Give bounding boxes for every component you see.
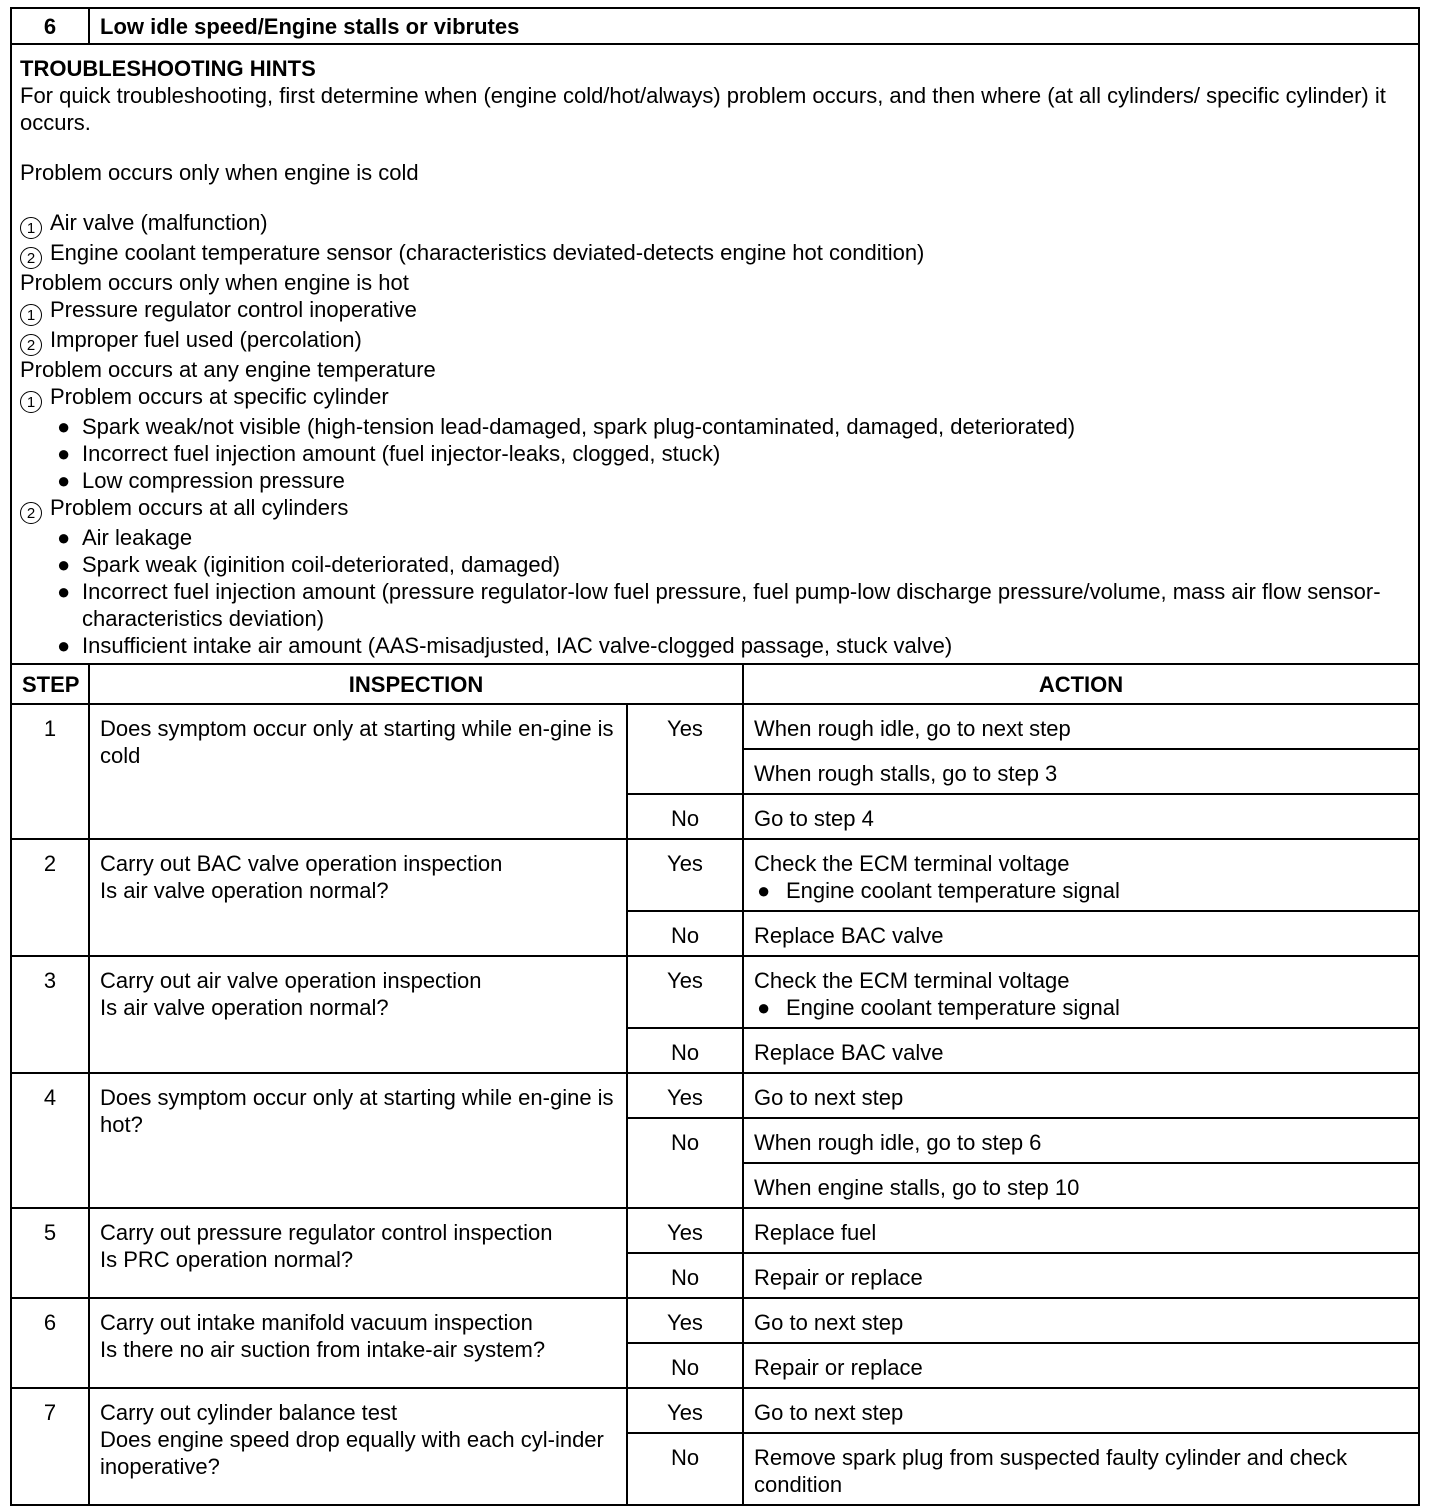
step-inspection: Carry out intake manifold vacuum inspection Is there no air suction from intake-air system? (89, 1298, 627, 1388)
circled-number-icon: 1 (20, 217, 42, 239)
bullet-item: ● Spark weak/not visible (high-tension lead-damaged, spark plug-contaminated, damaged, deteriorated) (57, 414, 1076, 439)
step-action: Remove spark plug from suspected faulty cylinder and check condition (743, 1433, 1419, 1505)
bullet-item: ● Incorrect fuel injection amount (pressure regulator-low fuel pressure, fuel pump-low discharge pressure/volume, mass air flow sensor-characteristics deviation) (57, 579, 1381, 631)
any-heading: Problem occurs at any engine temperature (20, 357, 436, 382)
table-row (11, 1388, 1419, 1433)
symptom-title: Low idle speed/Engine stalls or vibrutes (89, 8, 1419, 44)
step-number: 6 (11, 1298, 89, 1388)
hints-title: TROUBLESHOOTING HINTS (20, 56, 316, 81)
circled-number-icon: 1 (20, 304, 42, 326)
bullet-item: ● Low compression pressure (57, 468, 345, 493)
table-row (11, 1073, 1419, 1118)
step-action: Go to next step (743, 1073, 1419, 1118)
hints-intro: For quick troubleshooting, first determine when (engine cold/hot/always) problem occurs, and then where (at all cylinders/ specific cylinder) it occurs. (20, 83, 1386, 135)
step-action: Replace BAC valve (743, 1028, 1419, 1073)
circled-number-icon: 2 (20, 502, 42, 524)
cold-item-1: 1 Air valve (malfunction) (20, 209, 1410, 239)
answer-yes: Yes (627, 839, 743, 911)
any-item-2: 2 Problem occurs at all cylinders (20, 494, 1410, 524)
bullet-icon: ● (57, 633, 71, 658)
step-inspection: Carry out pressure regulator control inspection Is PRC operation normal? (89, 1208, 627, 1298)
table-row (11, 839, 1419, 911)
answer-yes: Yes (627, 1298, 743, 1343)
table-row (11, 1298, 1419, 1343)
step-action: Repair or replace (743, 1343, 1419, 1388)
step-action: Go to next step (743, 1388, 1419, 1433)
bullet-icon: ● (57, 525, 71, 550)
troubleshooting-hints (11, 44, 1419, 664)
step-number: 1 (11, 704, 89, 839)
step-action: When rough idle, go to next step (743, 704, 1419, 749)
step-action: When rough stalls, go to step 3 (743, 749, 1419, 794)
answer-no: No (627, 1253, 743, 1298)
step-inspection: Carry out air valve operation inspection Is air valve operation normal? (89, 956, 627, 1073)
step-action: Repair or replace (743, 1253, 1419, 1298)
col-header-inspection: INSPECTION (89, 664, 743, 704)
table-header-row (11, 664, 1419, 704)
table-row (11, 1208, 1419, 1253)
answer-no: No (627, 1118, 743, 1208)
troubleshooting-table (10, 7, 1420, 1506)
cold-heading: Problem occurs only when engine is cold (20, 160, 419, 185)
step-action: Replace BAC valve (743, 911, 1419, 956)
bullet-item: ● Spark weak (iginition coil-deteriorated, damaged) (57, 552, 561, 577)
bullet-icon: ● (57, 441, 71, 466)
bullet-icon: ● (757, 995, 771, 1020)
step-inspection: Does symptom occur only at starting while en-gine is cold (89, 704, 627, 839)
hints-row (11, 44, 1419, 664)
bullet-icon: ● (57, 468, 71, 493)
step-action: Replace fuel (743, 1208, 1419, 1253)
hot-heading: Problem occurs only when engine is hot (20, 270, 409, 295)
step-inspection: Does symptom occur only at starting while en-gine is hot? (89, 1073, 627, 1208)
answer-no: No (627, 794, 743, 839)
symptom-number: 6 (11, 8, 89, 44)
circled-number-icon: 2 (20, 247, 42, 269)
answer-no: No (627, 1343, 743, 1388)
circled-number-icon: 2 (20, 334, 42, 356)
bullet-icon: ● (57, 579, 71, 604)
step-number: 3 (11, 956, 89, 1073)
bullet-icon: ● (57, 414, 71, 439)
col-header-step: STEP (11, 664, 89, 704)
step-action: Check the ECM terminal voltage ● Engine coolant temperature signal (743, 956, 1419, 1028)
bullet-icon: ● (757, 878, 771, 903)
any-item-1: 1 Problem occurs at specific cylinder (20, 383, 1410, 413)
step-action: Check the ECM terminal voltage ● Engine coolant temperature signal (743, 839, 1419, 911)
answer-yes: Yes (627, 1388, 743, 1433)
bullet-item: ● Incorrect fuel injection amount (fuel injector-leaks, clogged, stuck) (57, 441, 721, 466)
bullet-item: ● Air leakage (57, 525, 193, 550)
answer-no: No (627, 1433, 743, 1505)
table-row (11, 704, 1419, 749)
symptom-header-row (11, 8, 1419, 44)
bullet-item: ● Insufficient intake air amount (AAS-misadjusted, IAC valve-clogged passage, stuck valve) (57, 633, 953, 658)
troubleshooting-page (10, 7, 1418, 1506)
col-header-action: ACTION (743, 664, 1419, 704)
step-action: When rough idle, go to step 6 (743, 1118, 1419, 1163)
answer-no: No (627, 1028, 743, 1073)
step-number: 7 (11, 1388, 89, 1505)
answer-yes: Yes (627, 1208, 743, 1253)
hot-item-2: 2 Improper fuel used (percolation) (20, 326, 1410, 356)
step-action: When engine stalls, go to step 10 (743, 1163, 1419, 1208)
answer-no: No (627, 911, 743, 956)
step-action: Go to step 4 (743, 794, 1419, 839)
table-row (11, 956, 1419, 1028)
answer-yes: Yes (627, 1073, 743, 1118)
answer-yes: Yes (627, 956, 743, 1028)
step-inspection: Carry out cylinder balance test Does engine speed drop equally with each cyl-inder inoperative? (89, 1388, 627, 1505)
step-inspection: Carry out BAC valve operation inspection Is air valve operation normal? (89, 839, 627, 956)
cold-item-2: 2 Engine coolant temperature sensor (characteristics deviated-detects engine hot condition) (20, 239, 1410, 269)
circled-number-icon: 1 (20, 391, 42, 413)
bullet-icon: ● (57, 552, 71, 577)
hot-item-1: 1 Pressure regulator control inoperative (20, 296, 1410, 326)
step-number: 5 (11, 1208, 89, 1298)
step-action: Go to next step (743, 1298, 1419, 1343)
answer-yes: Yes (627, 704, 743, 794)
step-number: 2 (11, 839, 89, 956)
step-number: 4 (11, 1073, 89, 1208)
